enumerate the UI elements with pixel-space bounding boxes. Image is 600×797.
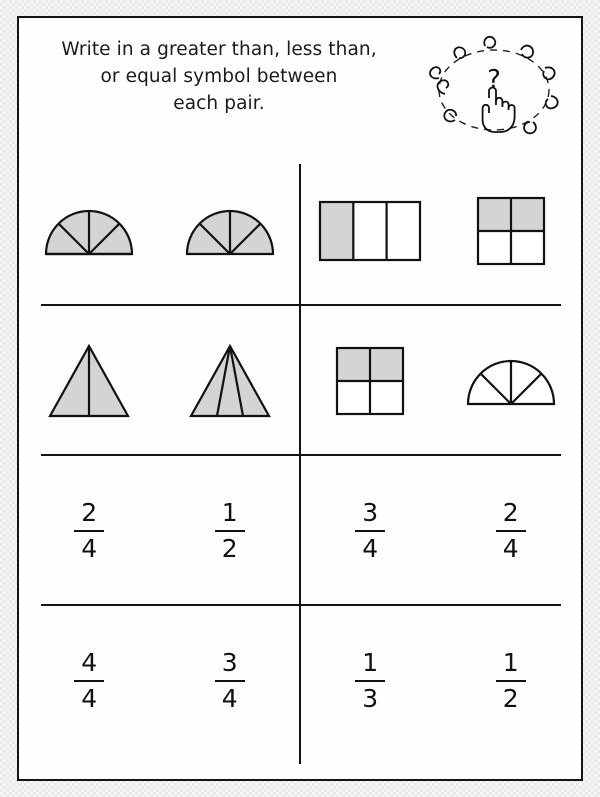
half-circle-fully-shaded <box>160 156 301 306</box>
half-circle-three-quarters-shaded <box>19 156 160 306</box>
fraction-bar <box>215 680 245 682</box>
problem-grid <box>19 156 581 776</box>
fraction-one-half <box>160 456 301 606</box>
denominator: 4 <box>502 533 519 563</box>
denominator: 2 <box>221 533 238 563</box>
fraction-four-fourths <box>19 606 160 756</box>
fraction-bar <box>355 530 385 532</box>
problem-row <box>19 606 581 756</box>
fraction-three-fourths <box>300 456 441 606</box>
triangle-halves-shaded <box>19 306 160 456</box>
thinking-hand-question-doodle <box>421 34 567 152</box>
fraction <box>355 650 385 712</box>
fraction <box>496 500 526 562</box>
problem-row <box>19 306 581 456</box>
rectangle-thirds-one-shaded <box>300 156 441 306</box>
fraction-bar <box>74 530 104 532</box>
denominator: 4 <box>362 533 379 563</box>
fraction <box>215 500 245 562</box>
denominator: 3 <box>362 683 379 713</box>
fraction-one-third <box>300 606 441 756</box>
numerator: 2 <box>502 498 519 528</box>
problem-row <box>19 456 581 606</box>
numerator: 1 <box>362 648 379 678</box>
numerator: 2 <box>81 498 98 528</box>
fraction-two-fourths <box>19 456 160 606</box>
fraction-bar <box>496 530 526 532</box>
numerator: 3 <box>362 498 379 528</box>
fraction-bar <box>496 680 526 682</box>
fraction-one-half-b <box>441 606 582 756</box>
fraction <box>496 650 526 712</box>
title-line-2: or equal symbol between <box>100 66 338 87</box>
fraction-three-fourths-b <box>160 606 301 756</box>
fraction-two-fourths-b <box>441 456 582 606</box>
square-quarters-two-shaded-top <box>300 306 441 456</box>
fraction <box>74 650 104 712</box>
question-mark-glyph: ? <box>487 65 501 95</box>
denominator: 2 <box>502 683 519 713</box>
fraction <box>215 650 245 712</box>
half-circle-unshaded <box>441 306 582 456</box>
triangle-thirds-shaded <box>160 306 301 456</box>
fraction-bar <box>74 680 104 682</box>
denominator: 4 <box>81 683 98 713</box>
title-line-1: Write in a greater than, less than, <box>61 39 377 60</box>
problem-row <box>19 156 581 306</box>
worksheet-header <box>19 28 581 148</box>
fraction-bar <box>355 680 385 682</box>
fraction <box>355 500 385 562</box>
square-quarters-two-shaded <box>441 156 582 306</box>
fraction-bar <box>215 530 245 532</box>
fraction <box>74 500 104 562</box>
numerator: 3 <box>221 648 238 678</box>
denominator: 4 <box>221 683 238 713</box>
title-line-3: each pair. <box>173 93 265 114</box>
numerator: 4 <box>81 648 98 678</box>
numerator: 1 <box>502 648 519 678</box>
denominator: 4 <box>81 533 98 563</box>
numerator: 1 <box>221 498 238 528</box>
worksheet-sheet <box>17 16 583 781</box>
page-title <box>29 36 409 117</box>
